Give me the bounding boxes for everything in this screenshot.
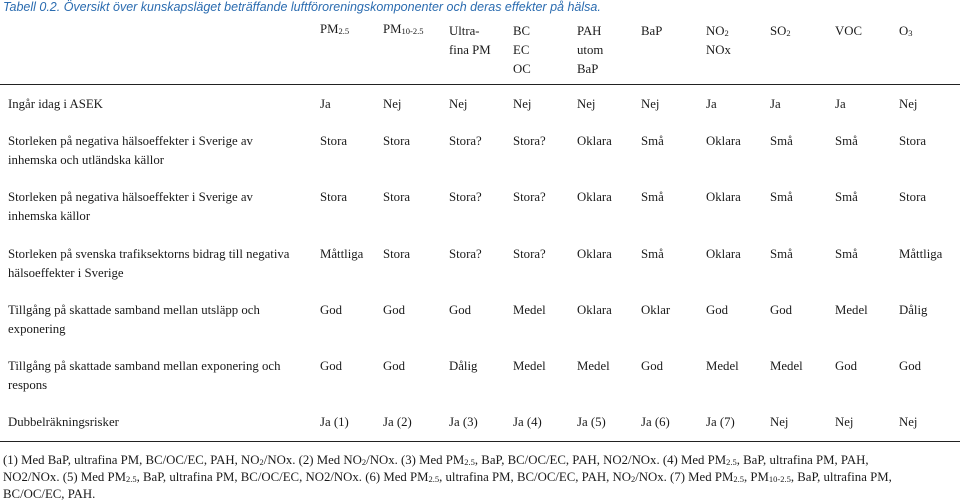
table-cell: Stora?	[449, 134, 482, 148]
table-cell: God	[320, 303, 343, 317]
table-cell: Oklara	[577, 134, 612, 148]
table-cell: God	[899, 359, 922, 373]
table-cell: God	[383, 359, 406, 373]
table-cell: Nej	[899, 97, 918, 111]
row-label-exposure-response: Tillgång på skattade samband mellan exponering och respons	[8, 359, 281, 392]
table-cell: Oklara	[706, 134, 741, 148]
table-cell: Ja (4)	[513, 415, 542, 429]
table-cell: Stora	[383, 190, 411, 204]
row-label-health-domestic: Storleken på negativa hälsoeffekter i Sverige av inhemska källor	[8, 190, 253, 223]
table-cell: Ja	[770, 97, 781, 111]
table-cell: God	[383, 303, 406, 317]
table-cell: Små	[641, 134, 664, 148]
col-head-pm25: $PM_{2.5}$	[320, 22, 350, 36]
table-cell: Oklar	[641, 303, 671, 317]
table-cell: Nej	[383, 97, 402, 111]
table-cell: Oklara	[577, 247, 612, 261]
col-head-so2: $SO_2$	[770, 24, 791, 38]
table-cell: God	[835, 359, 858, 373]
footer-rule	[0, 441, 960, 442]
table-cell: God	[320, 359, 343, 373]
table-cell: Oklara	[577, 303, 612, 317]
table-cell: Nej	[835, 415, 854, 429]
row-label-emission-exposure: Tillgång på skattade samband mellan utsläpp och exponering	[8, 303, 260, 336]
table-cell: Nej	[577, 97, 596, 111]
table-caption: Tabell 0.2. Översikt över kunskapsläget beträffande luftföroreningskomponenter och deras effekter på hälsa.	[3, 0, 601, 14]
table-cell: Stora	[320, 190, 348, 204]
col-head-pm10: $PM_{10-2.5}$	[383, 22, 424, 36]
table-cell: Stora	[899, 190, 927, 204]
table-cell: Små	[835, 247, 858, 261]
table-cell: Medel	[513, 303, 546, 317]
table-cell: Ja	[706, 97, 717, 111]
table-cell: Oklara	[706, 190, 741, 204]
table-cell: Ja (5)	[577, 415, 606, 429]
table-cell: Medel	[577, 359, 610, 373]
table-cell: Medel	[835, 303, 868, 317]
table-cell: Stora	[383, 134, 411, 148]
table-cell: Oklara	[706, 247, 741, 261]
table-cell: Små	[835, 134, 858, 148]
table-cell: Stora	[899, 134, 927, 148]
table-cell: God	[706, 303, 729, 317]
table-cell: Medel	[513, 359, 546, 373]
table-cell: Stora?	[513, 134, 546, 148]
table-cell: Små	[770, 247, 793, 261]
col-head-pah: PAH utom BaP	[577, 24, 604, 76]
table-footnote: (1) Med BaP, ultrafina PM, BC/OC/EC, PAH, $NO_2$/NOx. (2) Med $NO_2$/NOx. (3) Med $PM_{2.5}$, BaP, BC/OC/EC, PAH, NO2/NOx. (4) Med $PM_{2.5}$, BaP, ultrafina PM, PAH, NO2/NOx. (5) Med $PM_{2.5}$, BaP, ultrafina PM, BC/OC/EC, NO2/NOx. (6) Med $PM_{2.5}$, ultrafina PM, BC/OC/EC, PAH, $NO_2$/NOx. (7) Med $PM_{2.5}$, $PM_{10-2.5}$, BaP, ultrafina PM, BC/OC/EC, PAH.	[3, 453, 892, 501]
table-cell: Stora	[320, 134, 348, 148]
table-cell: Oklara	[577, 190, 612, 204]
table-cell: Ja (2)	[383, 415, 412, 429]
table-cell: Stora?	[449, 190, 482, 204]
table-cell: Nej	[641, 97, 660, 111]
table-cell: God	[641, 359, 664, 373]
table-cell: Ja (3)	[449, 415, 478, 429]
table-cell: Nej	[513, 97, 532, 111]
table-cell: Nej	[770, 415, 789, 429]
table-cell: Stora?	[513, 247, 546, 261]
col-head-no2: $NO_2$ NOx	[706, 24, 731, 57]
row-label-asek: Ingår idag i ASEK	[8, 97, 103, 111]
table-cell: Små	[641, 247, 664, 261]
row-label-traffic: Storleken på svenska trafiksektorns bidrag till negativa hälsoeffekter i Sverige	[8, 247, 290, 280]
table-cell: Måttliga	[899, 247, 943, 261]
row-label-health-all: Storleken på negativa hälsoeffekter i Sverige av inhemska och utländska källor	[8, 134, 253, 167]
table-cell: Nej	[449, 97, 468, 111]
table-cell: Dålig	[899, 303, 928, 317]
table-cell: Medel	[706, 359, 739, 373]
table-cell: Stora	[383, 247, 411, 261]
table-cell: Ja (1)	[320, 415, 349, 429]
table-cell: Små	[770, 190, 793, 204]
table-cell: Stora?	[513, 190, 546, 204]
table-cell: God	[770, 303, 793, 317]
row-label-double-counting: Dubbelräkningsrisker	[8, 415, 119, 429]
table-cell: Ja (6)	[641, 415, 670, 429]
table-cell: Små	[770, 134, 793, 148]
table-cell: God	[449, 303, 472, 317]
table-cell: Ja	[320, 97, 331, 111]
col-head-bc: BC EC OC	[513, 24, 531, 76]
table-cell: Stora?	[449, 247, 482, 261]
col-head-o3: $O_3$	[899, 24, 913, 38]
table-cell: Små	[641, 190, 664, 204]
header-rule	[0, 84, 960, 85]
table-cell: Små	[835, 190, 858, 204]
col-head-bap: BaP	[641, 24, 663, 38]
table-cell: Ja (7)	[706, 415, 735, 429]
table-cell: Medel	[770, 359, 803, 373]
table-cell: Dålig	[449, 359, 478, 373]
table-cell: Ja	[835, 97, 846, 111]
table-cell: Måttliga	[320, 247, 364, 261]
table-cell: Nej	[899, 415, 918, 429]
col-head-voc: VOC	[835, 24, 863, 38]
col-head-ultrafine: Ultra- fina PM	[449, 24, 491, 57]
